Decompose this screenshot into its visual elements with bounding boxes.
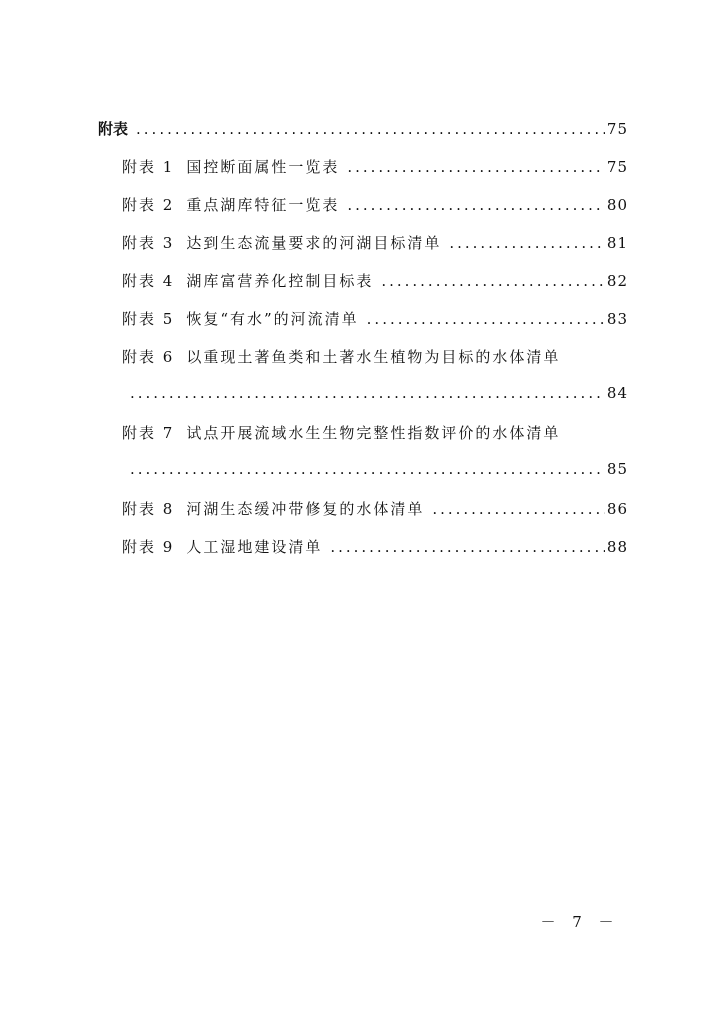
leader-dots — [130, 460, 605, 478]
toc-item-page: 80 — [606, 196, 628, 214]
toc-item-title: 试点开展流域水生生物完整性指数评价的水体清单 — [186, 424, 561, 442]
leader-dots — [449, 234, 605, 252]
toc-item-5[interactable] — [98, 308, 628, 346]
toc-item-title: 人工湿地建设清单 — [186, 538, 323, 556]
toc-item-8[interactable] — [98, 498, 628, 536]
page-number: － 7 － — [540, 913, 620, 931]
toc-item-title: 河湖生态缓冲带修复的水体清单 — [186, 500, 425, 518]
toc-item-title: 达到生态流量要求的河湖目标清单 — [186, 234, 442, 252]
toc-item-title: 以重现土著鱼类和土著水生植物为目标的水体清单 — [186, 348, 561, 366]
table-of-contents — [98, 118, 628, 574]
toc-item-prefix: 附表 6 — [122, 348, 175, 366]
leader-dots — [347, 158, 605, 176]
toc-item-title: 湖库富营养化控制目标表 — [186, 272, 374, 290]
leader-dots — [130, 384, 605, 402]
toc-item-title: 恢复“有水”的河流清单 — [186, 310, 359, 328]
toc-item-7[interactable] — [98, 422, 628, 460]
toc-item-6[interactable] — [98, 346, 628, 384]
toc-item-prefix: 附表 1 — [122, 158, 175, 176]
toc-item-prefix: 附表 8 — [122, 500, 175, 518]
toc-item-page: 88 — [606, 538, 628, 556]
toc-item-page: 83 — [606, 310, 628, 328]
leader-dots — [432, 500, 605, 518]
toc-item-6-continuation[interactable] — [98, 384, 628, 422]
toc-item-prefix: 附表 3 — [122, 234, 175, 252]
toc-item-2[interactable] — [98, 194, 628, 232]
toc-item-prefix: 附表 2 — [122, 196, 175, 214]
toc-item-title: 国控断面属性一览表 — [186, 158, 340, 176]
toc-item-prefix: 附表 9 — [122, 538, 175, 556]
toc-item-prefix: 附表 4 — [122, 272, 175, 290]
leader-dots — [367, 310, 605, 328]
toc-item-prefix: 附表 5 — [122, 310, 175, 328]
toc-heading-page: 75 — [606, 120, 628, 138]
toc-item-page: 82 — [606, 272, 628, 290]
toc-item-page: 85 — [606, 460, 628, 478]
toc-item-page: 84 — [606, 384, 628, 402]
toc-item-page: 75 — [606, 158, 628, 176]
toc-heading-label: 附表 — [98, 120, 129, 138]
toc-item-4[interactable] — [98, 270, 628, 308]
leader-dots — [347, 196, 605, 214]
leader-dots — [330, 538, 605, 556]
toc-item-title: 重点湖库特征一览表 — [186, 196, 340, 214]
toc-item-page: 81 — [606, 234, 628, 252]
toc-item-prefix: 附表 7 — [122, 424, 175, 442]
toc-item-page: 86 — [606, 500, 628, 518]
toc-item-1[interactable] — [98, 156, 628, 194]
leader-dots — [136, 120, 605, 138]
toc-heading-row[interactable] — [98, 118, 628, 156]
toc-item-3[interactable] — [98, 232, 628, 270]
leader-dots — [381, 272, 605, 290]
toc-item-7-continuation[interactable] — [98, 460, 628, 498]
toc-item-9[interactable] — [98, 536, 628, 574]
